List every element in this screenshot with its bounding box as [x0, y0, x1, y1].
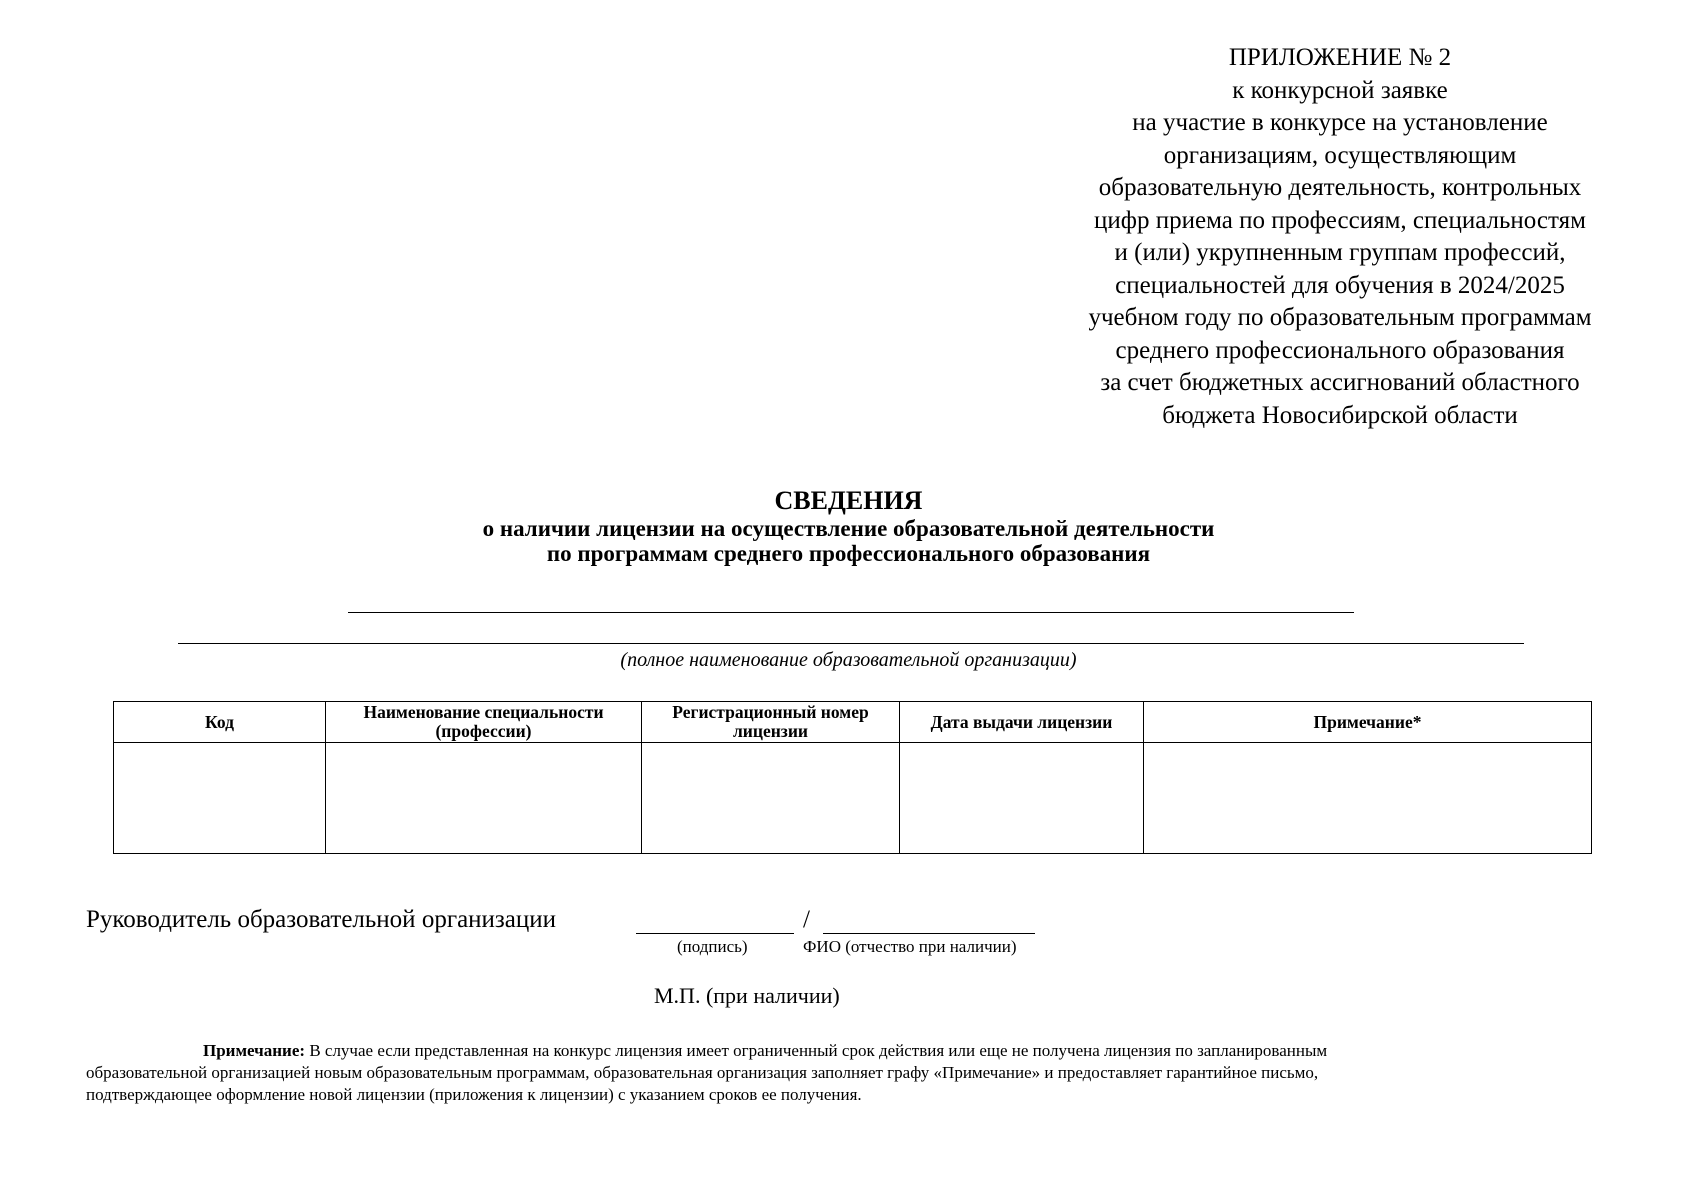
appendix-line: учебном году по образовательным программам [1088, 304, 1592, 331]
signature-caption: (подпись) [677, 937, 748, 956]
signature-separator: / [803, 906, 810, 933]
appendix-line: цифр приема по профессиям, специальностям [1094, 206, 1586, 234]
appendix-line: на участие в конкурсе на установление [1132, 109, 1548, 136]
appendix-line: образовательную деятельность, контрольных [1098, 174, 1582, 201]
organization-name-line-1[interactable] [348, 612, 1354, 613]
document-title [0, 486, 1697, 566]
footnote-line-2: образовательной организацией новым образовательным программам, образовательная организация заполняет графу «Примечание» и предоставляет гарантийное письмо, [86, 1063, 1319, 1082]
footnote-label: Примечание: [203, 1041, 306, 1060]
appendix-line: среднего профессионального образования [1115, 336, 1565, 364]
column-header-specialty: Наименование специальности (профессии) [326, 702, 642, 743]
table-row [114, 743, 1592, 854]
column-header-license-number: Регистрационный номер лицензии [642, 702, 900, 743]
head-of-organization-label: Руководитель образовательной организации [86, 906, 557, 933]
appendix-line: за счет бюджетных ассигнований областного [1100, 369, 1580, 396]
appendix-line: к конкурсной заявке [1232, 76, 1448, 104]
full-name-caption: ФИО (отчество при наличии) [803, 937, 1017, 956]
table-header-row [114, 702, 1592, 743]
cell-license-number[interactable] [642, 743, 900, 854]
appendix-line: специальностей для обучения в 2024/2025 [1115, 271, 1565, 299]
appendix-header [1040, 42, 1640, 432]
title-subtitle-line-1: о наличии лицензии на осуществление образовательной деятельности [482, 516, 1215, 541]
signature-line[interactable] [636, 933, 794, 934]
organization-name-line-2[interactable] [178, 643, 1524, 644]
cell-issue-date[interactable] [900, 743, 1144, 854]
cell-code[interactable] [114, 743, 326, 854]
organization-name-caption: (полное наименование образовательной организации) [620, 649, 1077, 671]
title-main: СВЕДЕНИЯ [774, 486, 923, 515]
appendix-line: организациям, осуществляющим [1163, 141, 1517, 169]
appendix-line: бюджета Новосибирской области [1162, 401, 1518, 429]
footnote-line-1 [86, 1040, 1586, 1062]
footnote-line-3: подтверждающее оформление новой лицензии (приложения к лицензии) с указанием сроков ее получения. [86, 1085, 862, 1104]
title-subtitle-line-2: по программам среднего профессионального образования [546, 541, 1151, 566]
full-name-line[interactable] [823, 933, 1035, 934]
cell-specialty[interactable] [326, 743, 642, 854]
cell-note[interactable] [1144, 743, 1592, 854]
footnote [86, 1040, 1586, 1106]
appendix-line: и (или) укрупненным группам профессий, [1114, 239, 1566, 266]
column-header-issue-date: Дата выдачи лицензии [900, 702, 1144, 743]
license-table [113, 701, 1592, 854]
column-header-note: Примечание* [1144, 702, 1592, 743]
column-header-code: Код [114, 702, 326, 743]
appendix-line: ПРИЛОЖЕНИЕ № 2 [1228, 44, 1452, 71]
footnote-text-1: В случае если представленная на конкурс лицензия имеет ограниченный срок действия или еще не получена лицензия по запланированным [309, 1041, 1328, 1060]
stamp-placeholder: М.П. (при наличии) [654, 983, 840, 1008]
